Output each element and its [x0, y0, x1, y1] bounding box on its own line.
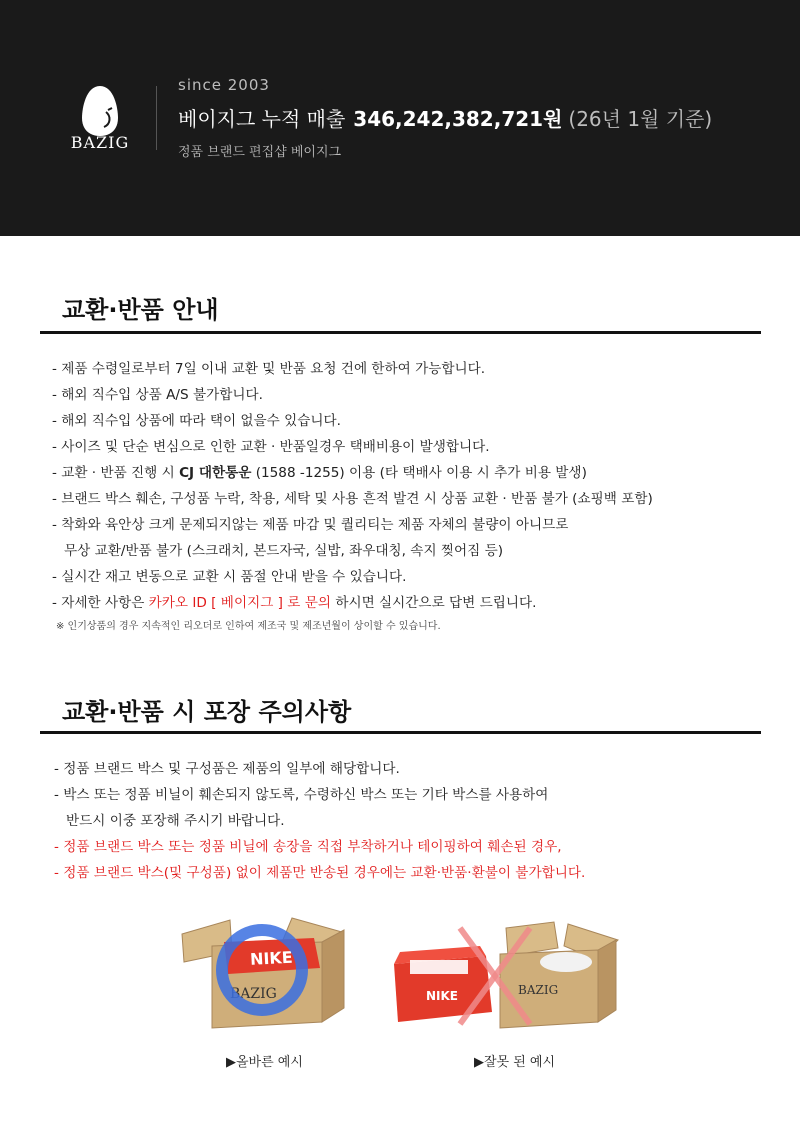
courier-name: CJ 대한통운	[179, 465, 252, 481]
list-item: - 정품 브랜드 박스 및 구성품은 제품의 일부에 해당합니다.	[54, 761, 400, 777]
logo-wordmark: BAZIG	[70, 133, 130, 152]
header-banner	[0, 0, 800, 236]
packing-list	[54, 756, 585, 886]
wrong-packing-image	[388, 920, 624, 1032]
kakao-id-link[interactable]: 카카오 ID [ 베이지그 ] 로 문의	[148, 595, 331, 611]
courier-suffix: (1588 -1255) 이용 (타 택배사 이용 시 추가 비용 발생)	[251, 465, 587, 481]
section-rule	[40, 331, 761, 334]
reorder-note: ※ 인기상품의 경우 지속적인 리오더로 인하여 제조국 및 제조년월이 상이할 수 있습니다.	[56, 621, 441, 632]
box-brand-label: BAZIG	[518, 983, 559, 997]
list-item: - 브랜드 박스 훼손, 구성품 누락, 착용, 세탁 및 사용 흔적 발견 시 상품 교환 · 반품 불가 (쇼핑백 포함)	[52, 491, 653, 507]
section-title-packing: 교환·반품 시 포장 주의사항	[62, 698, 352, 726]
list-item: 무상 교환/반품 불가 (스크래치, 본드자국, 실밥, 좌우대칭, 속지 찢어짐 등)	[64, 543, 504, 559]
list-item: - 박스 또는 정품 비닐이 훼손되지 않도록, 수령하신 박스 또는 기타 박스를 사용하여	[54, 787, 549, 803]
sales-line	[178, 103, 712, 132]
list-item: - 실시간 재고 변동으로 교환 시 품절 안내 받을 수 있습니다.	[52, 569, 407, 585]
return-guide-list	[52, 356, 653, 616]
list-item: - 제품 수령일로부터 7일 이내 교환 및 반품 요청 건에 한하여 가능합니다.	[52, 361, 486, 377]
list-item-kakao	[52, 590, 653, 616]
since-text: since 2003	[178, 76, 270, 94]
list-item: - 사이즈 및 단순 변심으로 인한 교환 · 반품일경우 택배비용이 발생합니다.	[52, 439, 490, 455]
sales-label: 베이지그 누적 매출	[178, 107, 346, 131]
section-rule	[40, 731, 761, 734]
correct-example-caption: ▶올바른 예시	[226, 1055, 303, 1070]
kakao-suffix: 하시면 실시간으로 답변 드립니다.	[331, 595, 537, 611]
kakao-prefix: - 자세한 사항은	[52, 595, 149, 611]
warning-item: - 정품 브랜드 박스(및 구성품) 없이 제품만 반송된 경우에는 교환·반품·환불이 불가합니다.	[54, 865, 586, 881]
sales-basis: (26년 1월 기준)	[568, 107, 713, 131]
shoebox-brand-label: NIKE	[426, 989, 459, 1003]
list-item: - 해외 직수입 상품에 따라 택이 없을수 있습니다.	[52, 413, 341, 429]
box-brand-label: BAZIG	[230, 986, 277, 1002]
list-item: - 착화와 육안상 크게 문제되지않는 제품 마감 및 퀄리티는 제품 자체의 불량이 아니므로	[52, 517, 569, 533]
list-item: - 해외 직수입 상품 A/S 불가합니다.	[52, 387, 263, 403]
shoebox-brand-label: NIKE	[249, 947, 294, 969]
section-title-return-guide: 교환·반품 안내	[62, 296, 219, 324]
header-divider	[156, 86, 157, 150]
list-item: 반드시 이중 포장해 주시기 바랍니다.	[66, 813, 285, 829]
list-item-courier	[52, 460, 653, 486]
correct-packing-image	[172, 912, 352, 1034]
warning-item: - 정품 브랜드 박스 또는 정품 비닐에 송장을 직접 부착하거나 테이핑하여 훼손된 경우,	[54, 839, 562, 855]
tagline: 정품 브랜드 편집샵 베이지그	[178, 145, 342, 160]
courier-prefix: - 교환 · 반품 진행 시	[52, 465, 180, 481]
wrong-example-caption: ▶잘못 된 예시	[474, 1055, 556, 1070]
sales-amount: 346,242,382,721원	[353, 107, 563, 131]
